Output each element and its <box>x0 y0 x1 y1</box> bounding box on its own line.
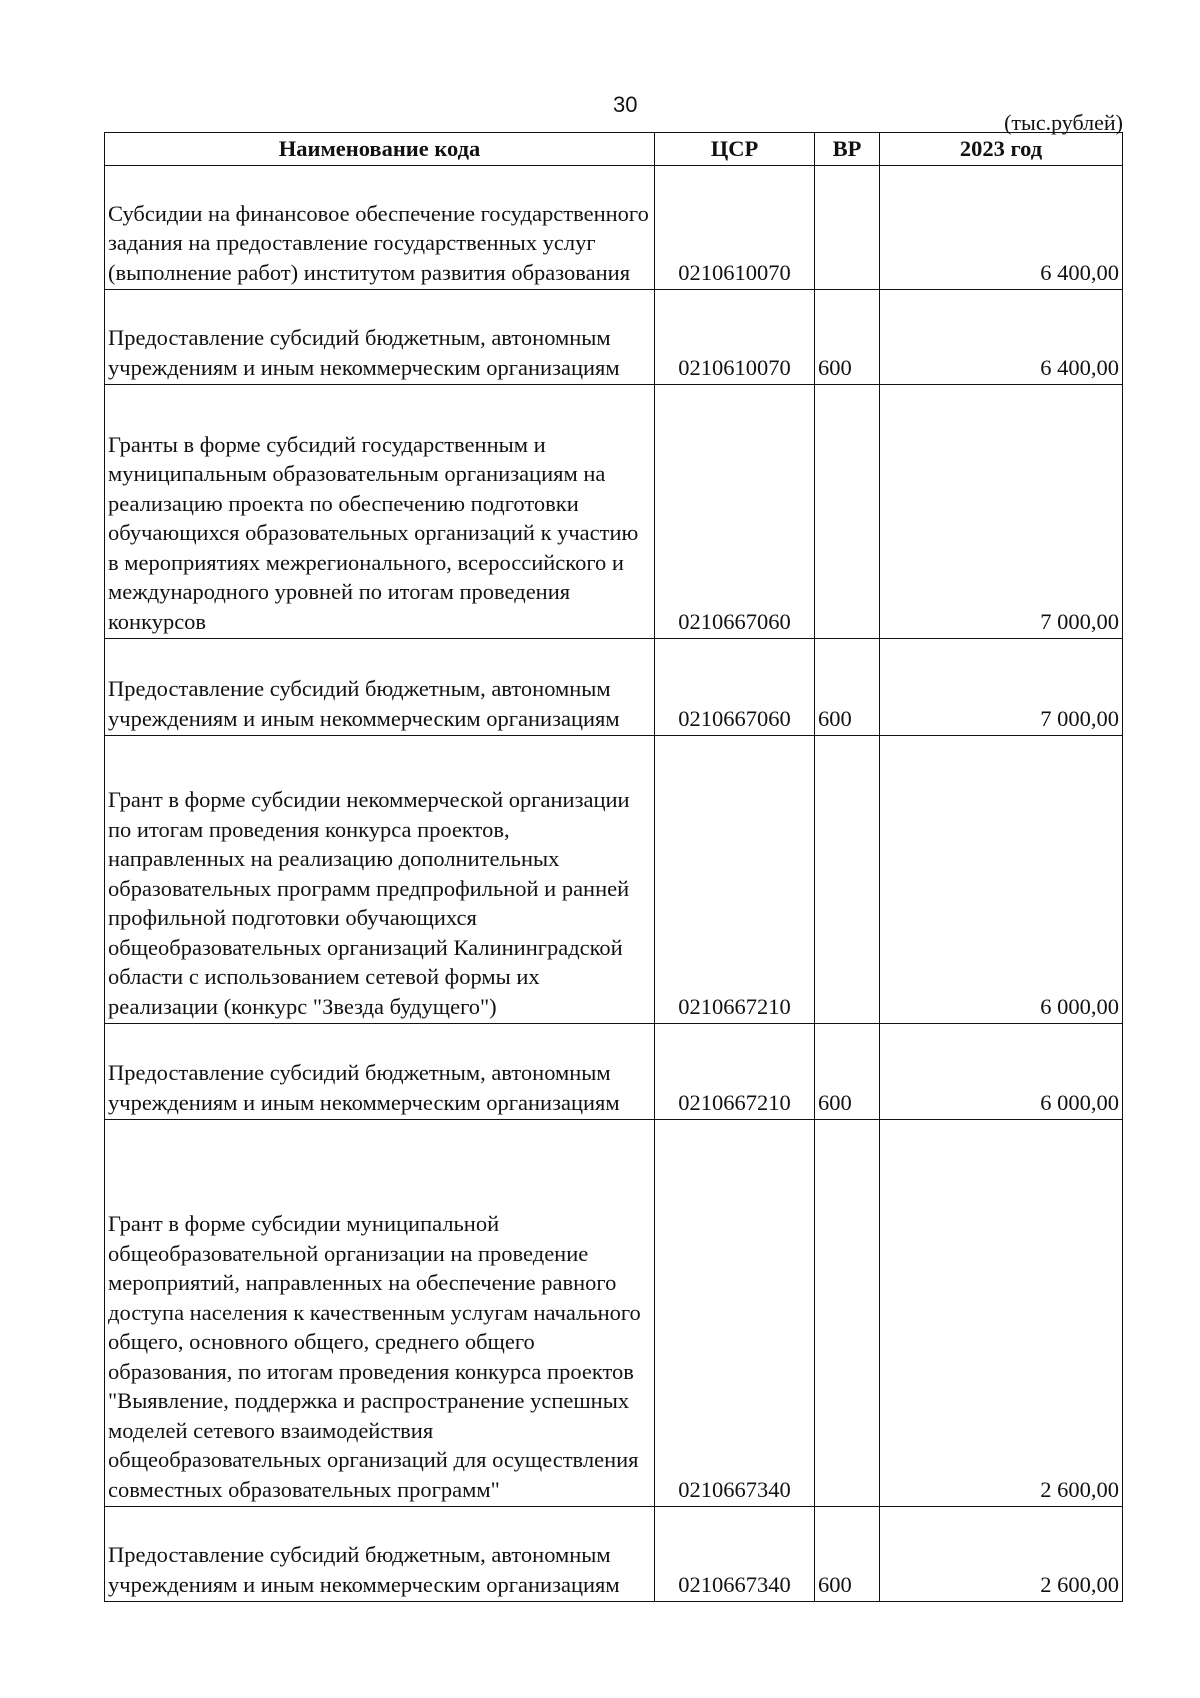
row-amount: 6 400,00 <box>880 166 1123 290</box>
row-csr: 0210610070 <box>655 290 815 385</box>
row-csr: 0210667060 <box>655 385 815 639</box>
units-label: (тыс.рублей) <box>1004 110 1123 135</box>
table-row <box>105 166 1123 290</box>
row-name: Предоставление субсидий бюджетным, автономным учреждениям и иным некоммерческим организациям <box>105 1024 655 1120</box>
row-name: Субсидии на финансовое обеспечение государственного задания на предоставление государственных услуг (выполнение работ) институтом развития образования <box>105 166 655 290</box>
row-amount: 2 600,00 <box>880 1120 1123 1507</box>
row-name: Предоставление субсидий бюджетным, автономным учреждениям и иным некоммерческим организациям <box>105 290 655 385</box>
row-name: Предоставление субсидий бюджетным, автономным учреждениям и иным некоммерческим организациям <box>105 639 655 736</box>
row-vr <box>815 385 880 639</box>
row-name: Грант в форме субсидии некоммерческой организации по итогам проведения конкурса проектов, направленных на реализацию дополнительных образовательных программ предпрофильной и ранней профильной подготовки обучающихся общеобразовательных организаций Калининградской области с использованием сетевой формы их реализации (конкурс "Звезда будущего") <box>105 736 655 1024</box>
header-csr: ЦСР <box>655 133 815 166</box>
row-vr: 600 <box>815 1507 880 1602</box>
budget-table <box>104 132 1123 1602</box>
row-csr: 0210667340 <box>655 1507 815 1602</box>
table-row <box>105 736 1123 1024</box>
table-row <box>105 1024 1123 1120</box>
row-amount: 7 000,00 <box>880 385 1123 639</box>
row-amount: 6 000,00 <box>880 1024 1123 1120</box>
row-csr: 0210610070 <box>655 166 815 290</box>
header-name: Наименование кода <box>105 133 655 166</box>
table-header-row <box>105 133 1123 166</box>
row-vr: 600 <box>815 290 880 385</box>
row-vr <box>815 1120 880 1507</box>
table-row <box>105 639 1123 736</box>
row-vr: 600 <box>815 1024 880 1120</box>
header-year: 2023 год <box>880 133 1123 166</box>
table-row <box>105 290 1123 385</box>
header-vr: ВР <box>815 133 880 166</box>
row-csr: 0210667340 <box>655 1120 815 1507</box>
row-amount: 2 600,00 <box>880 1507 1123 1602</box>
row-vr <box>815 166 880 290</box>
row-vr: 600 <box>815 639 880 736</box>
table-row <box>105 385 1123 639</box>
row-amount: 6 000,00 <box>880 736 1123 1024</box>
row-name: Грант в форме субсидии муниципальной общеобразовательной организации на проведение мероприятий, направленных на обеспечение равного доступа населения к качественным услугам начального общего, основного общего, среднего общего образования, по итогам проведения конкурса проектов "Выявление, поддержка и распространение успешных моделей сетевого взаимодействия общеобразовательных организаций для осуществления совместных образовательных программ" <box>105 1120 655 1507</box>
row-amount: 6 400,00 <box>880 290 1123 385</box>
row-name: Гранты в форме субсидий государственным и муниципальным образовательным организациям на реализацию проекта по обеспечению подготовки обучающихся образовательных организаций к участию в мероприятиях межрегионального, всероссийского и международного уровней по итогам проведения конкурсов <box>105 385 655 639</box>
row-csr: 0210667060 <box>655 639 815 736</box>
table-row <box>105 1120 1123 1507</box>
table-row <box>105 1507 1123 1602</box>
row-csr: 0210667210 <box>655 736 815 1024</box>
row-csr: 0210667210 <box>655 1024 815 1120</box>
row-amount: 7 000,00 <box>880 639 1123 736</box>
row-vr <box>815 736 880 1024</box>
page-number: 30 <box>613 92 638 117</box>
row-name: Предоставление субсидий бюджетным, автономным учреждениям и иным некоммерческим организациям <box>105 1507 655 1602</box>
